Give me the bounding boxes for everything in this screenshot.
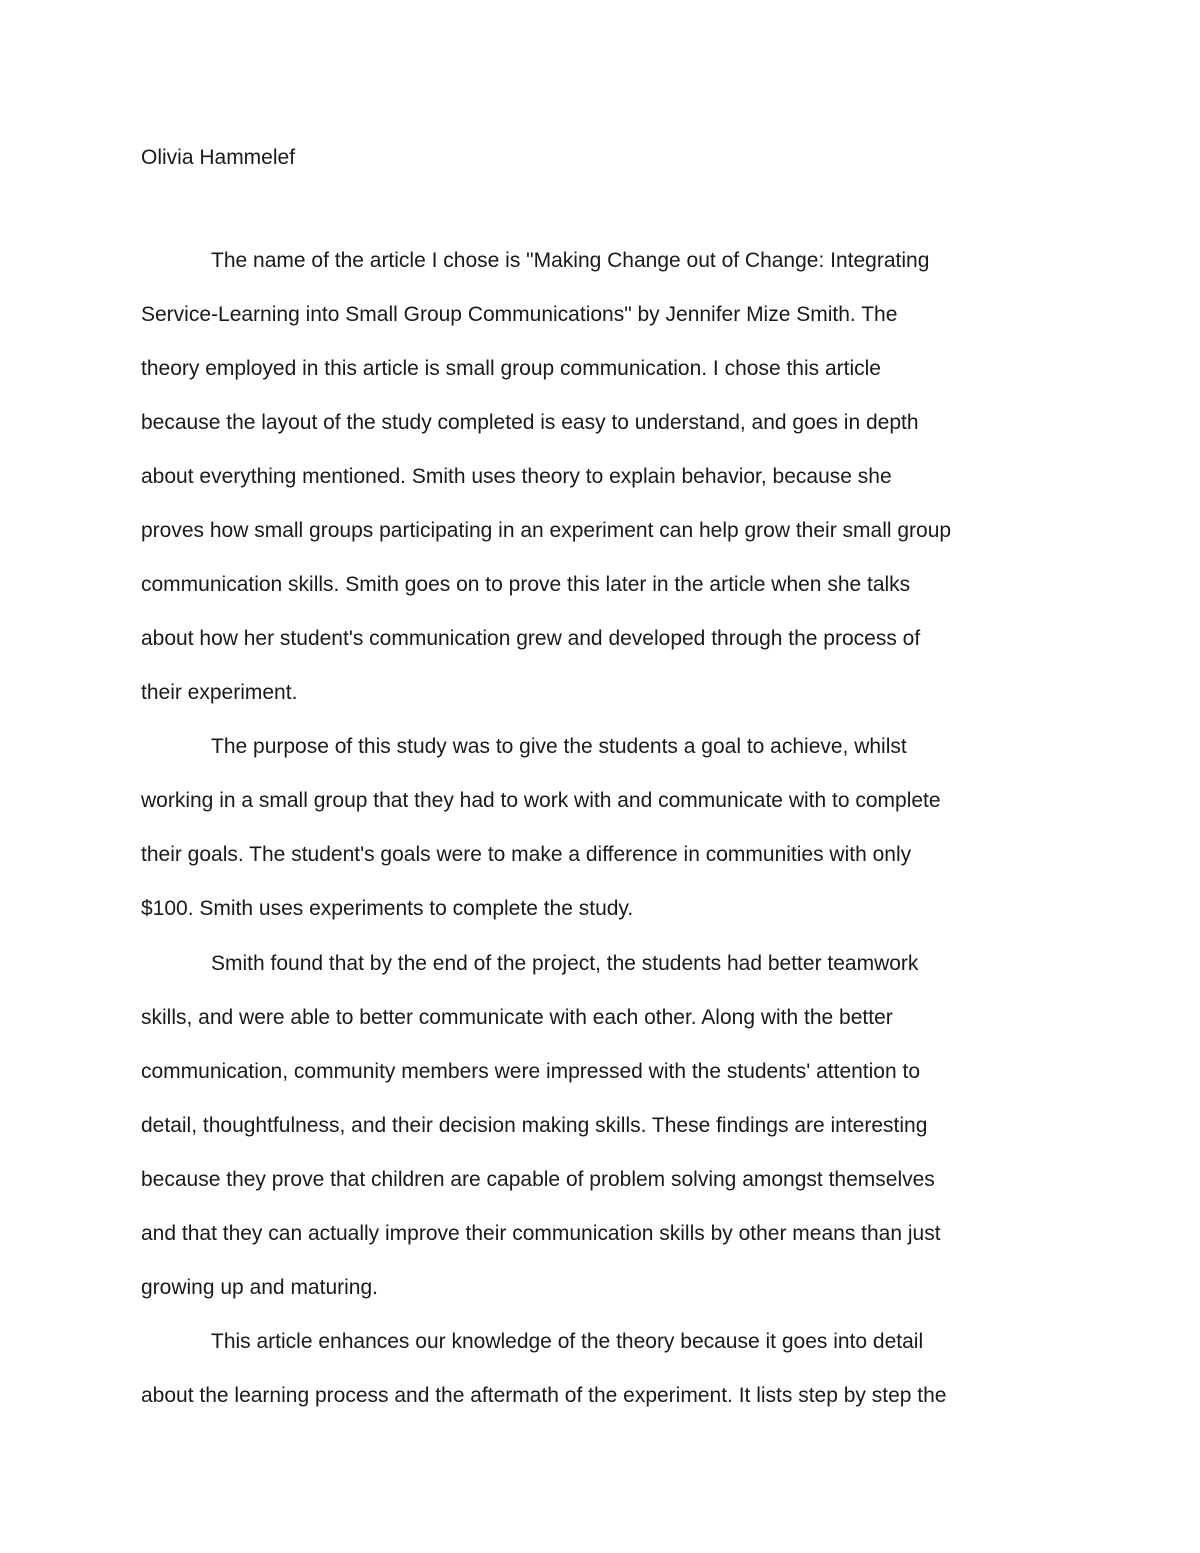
paragraph-1-line-1: The name of the article I chose is "Making Change out of Change: Integrating	[211, 249, 930, 272]
paragraph-3-line-2: skills, and were able to better communicate with each other. Along with the better	[141, 1006, 893, 1029]
paragraph-1-line-2: Service-Learning into Small Group Communications" by Jennifer Mize Smith. The	[141, 303, 898, 326]
paragraph-1-line-3: theory employed in this article is small group communication. I chose this article	[141, 357, 881, 380]
paragraph-1-line-9: their experiment.	[141, 681, 298, 704]
paragraph-2-line-2: working in a small group that they had to work with and communicate with to complete	[141, 789, 941, 812]
paragraph-3-line-3: communication, community members were impressed with the students' attention to	[141, 1060, 921, 1083]
paragraph-3-line-7: growing up and maturing.	[141, 1276, 378, 1299]
paragraph-3-line-4: detail, thoughtfulness, and their decision making skills. These findings are interesting	[141, 1114, 928, 1137]
paragraph-1-line-7: communication skills. Smith goes on to prove this later in the article when she talks	[141, 573, 911, 596]
paragraph-1-line-4: because the layout of the study completed is easy to understand, and goes in depth	[141, 411, 919, 434]
paragraph-4-line-1: This article enhances our knowledge of the theory because it goes into detail	[211, 1330, 924, 1353]
paragraph-1-line-6: proves how small groups participating in an experiment can help grow their small group	[141, 519, 952, 542]
paragraph-4-line-2: about the learning process and the aftermath of the experiment. It lists step by step the	[141, 1384, 947, 1407]
paragraph-2-line-1: The purpose of this study was to give the students a goal to achieve, whilst	[211, 735, 907, 758]
paragraph-3-line-5: because they prove that children are capable of problem solving amongst themselves	[141, 1168, 935, 1191]
paragraph-1-line-8: about how her student's communication grew and developed through the process of	[141, 627, 921, 650]
paragraph-3-line-1: Smith found that by the end of the project, the students had better teamwork	[211, 952, 919, 975]
author-name: Olivia Hammelef	[141, 146, 296, 169]
paragraph-3-line-6: and that they can actually improve their communication skills by other means than just	[141, 1222, 941, 1245]
paragraph-2-line-4: $100. Smith uses experiments to complete the study.	[141, 897, 634, 920]
paragraph-2-line-3: their goals. The student's goals were to make a difference in communities with only	[141, 843, 912, 866]
paragraph-1-line-5: about everything mentioned. Smith uses theory to explain behavior, because she	[141, 465, 892, 488]
